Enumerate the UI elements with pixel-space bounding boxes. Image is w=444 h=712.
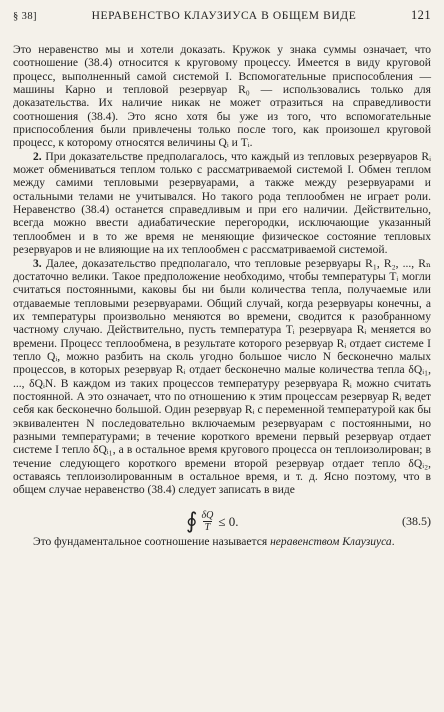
closing-paragraph — [13, 536, 431, 549]
section-reference: § 38] — [13, 11, 37, 22]
body-text — [13, 44, 431, 549]
paragraph-3 — [13, 258, 431, 498]
term-clausius-inequality: неравенством Клаузиуса — [270, 535, 392, 548]
closing-text: Это фундаментальное соотношение называется — [33, 535, 271, 548]
equation-expression — [186, 510, 238, 533]
fraction-denominator: T — [204, 521, 211, 533]
paragraph-1: Это неравенство мы и хотели доказать. Кружок у знака суммы означает, что соотношение (38.4) относится к круговому процессу. Имеется в виду круговой процесс, выполненный самой системой I. Вспомогательные приспособления — машины Карно и тепловой резервуар R₀ — использовались только для доказательства. Их наличие никак не может отразиться на справедливости соотношения (38.4). Это ясно хотя бы уже из того, что вспомогательные приспособления были привлечены только после того, как произошел круговой процесс, к которому относятся величины Qᵢ и Tᵢ. — [13, 44, 431, 150]
equation-38-5 — [13, 506, 431, 536]
paragraph-3-number: 3. — [33, 257, 42, 270]
running-header — [13, 8, 431, 28]
relation: ≤ 0. — [218, 513, 239, 529]
contour-integral-sign: ∮ — [186, 508, 198, 534]
fraction-numerator: δQ — [201, 509, 214, 521]
page-number: 121 — [411, 8, 431, 22]
running-title: НЕРАВЕНСТВО КЛАУЗИУСА В ОБЩЕМ ВИДЕ — [91, 10, 357, 22]
paragraph-2 — [13, 151, 431, 258]
fraction — [201, 510, 213, 533]
equation-number: (38.5) — [402, 513, 431, 528]
paragraph-3-text: Далее, доказательство предполагало, что тепловые резервуары R₁, R₂, ..., Rₙ достаточно велики. Такое предположение необходимо, чтобы температуры Tᵢ могли считаться постоянными, каковы бы ни были количества тепла, получаемые или отдаваемые тепловыми резервуарами. Общий случай, когда резервуары конечны, а их температуры произвольно меняются во времени, сводится к разобранному частному случаю. Действительно, пусть температура Tᵢ резервуара Rᵢ меняется во времени. Процесс теплообмена, в результате которого резервуар Rᵢ отдает системе I тепло Qᵢ, можно разбить на сколь угодно большое число N бесконечно малых процессов, в которых резервуар Rᵢ отдает бесконечно малые количества тепла δQᵢ₁, ..., δQᵢN. В каждом из таких процессов температуру резервуара Rᵢ можно считать постоянной. А это означает, что по отношению к этим процессам резервуар Rᵢ ведет себя как бесконечно большой. Один резервуар Rᵢ с переменной температурой как бы эквивалентен N последовательно включаемым резервуарам с постоянными, но разными температурами; в течение короткого времени первый резервуар отдает системе I тепло δQᵢ₁, а в остальное время кругового процесса он теплоизолирован; в течение следующего короткого времени второй резервуар отдает тепло δQᵢ₂, оставаясь теплоизолированным в остальное время, и т. д. Ясно поэтому, что в общем случае неравенство (38.4) следует записать в виде — [13, 257, 431, 497]
paragraph-2-text: При доказательстве предполагалось, что каждый из тепловых резервуаров Rᵢ может обмениваться теплом только с рассматриваемой системой I. Обмен теплом между самими тепловыми резервуарами, а также между резервуарами и остальными телами не учитывался. Но такого рода теплообмен не играет роли. Неравенство (38.4) останется справедливым и при его наличии. Действительно, всегда можно ввести адиабатические перегородки, исключающие указанный теплообмен и в то же время не меняющие физическое состояние тепловых резервуаров и не влияющие на их теплообмен с рассматриваемой системой. — [13, 150, 431, 257]
paragraph-2-number: 2. — [33, 150, 42, 163]
closing-period: . — [391, 535, 395, 548]
